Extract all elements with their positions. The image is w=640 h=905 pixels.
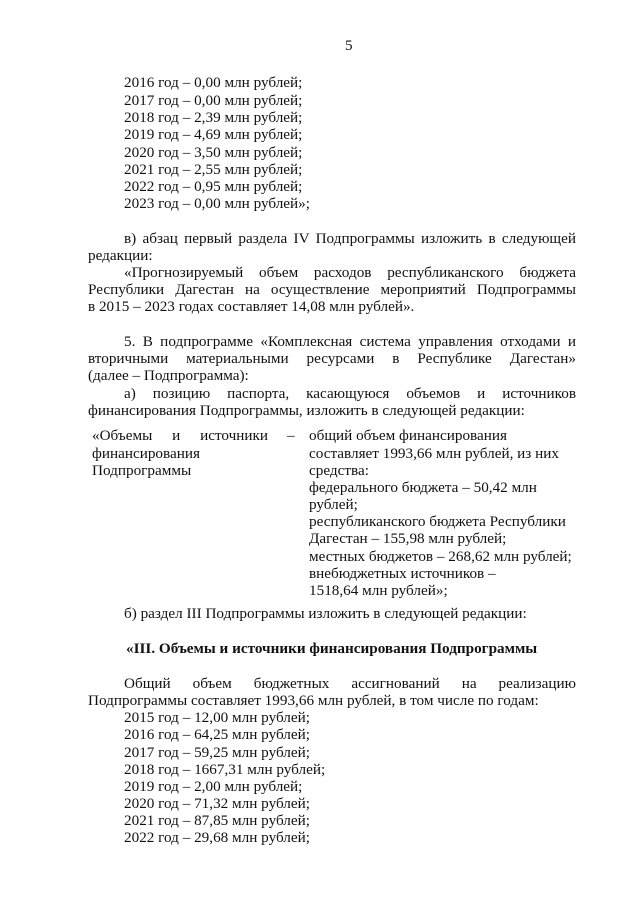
- year-line: 2018 год – 2,39 млн рублей;: [124, 109, 303, 126]
- year-line: 2019 год – 4,69 млн рублей;: [124, 126, 303, 143]
- total-line: Подпрограммы составляет 1993,66 млн рублей, в том числе по годам:: [88, 692, 539, 709]
- para-v-line: в 2015 – 2023 годах составляет 14,08 млн рублей».: [88, 298, 415, 315]
- para-v-line: «Прогнозируемый объем расходов республиканского бюджета: [124, 264, 576, 281]
- total-line: Общий объем бюджетных ассигнований на реализацию: [124, 675, 576, 692]
- para-b: б) раздел III Подпрограммы изложить в следующей редакции:: [124, 605, 527, 622]
- year-line: 2021 год – 87,85 млн рублей;: [124, 812, 310, 829]
- passport-right-line: рублей;: [309, 496, 358, 513]
- point5-line: 5. В подпрограмме «Комплексная система управления отходами и: [124, 333, 576, 350]
- year-line: 2018 год – 1667,31 млн рублей;: [124, 761, 326, 778]
- year-line: 2022 год – 0,95 млн рублей;: [124, 178, 303, 195]
- point5-line: (далее – Подпрограмма):: [88, 367, 249, 384]
- passport-right-line: внебюджетных источников –: [309, 565, 496, 582]
- point5-line: а) позицию паспорта, касающуюся объемов и источников: [124, 385, 576, 402]
- para-v-line: в) абзац первый раздела IV Подпрограммы изложить в следующей: [124, 230, 576, 247]
- para-v-line: Республики Дагестан на осуществление мероприятий Подпрограммы: [88, 281, 576, 298]
- passport-right-line: местных бюджетов – 268,62 млн рублей;: [309, 548, 572, 565]
- passport-left-line: Подпрограммы: [92, 462, 192, 479]
- year-line: 2015 год – 12,00 млн рублей;: [124, 709, 310, 726]
- passport-dash: –: [287, 427, 295, 444]
- passport-left-line1: [92, 427, 268, 445]
- year-line: 2017 год – 0,00 млн рублей;: [124, 92, 303, 109]
- year-line: 2016 год – 0,00 млн рублей;: [124, 74, 303, 91]
- para-v-line: редакции:: [88, 247, 153, 264]
- year-line: 2022 год – 29,68 млн рублей;: [124, 829, 310, 846]
- passport-left-line: финансирования: [92, 445, 200, 462]
- year-line: 2023 год – 0,00 млн рублей»;: [124, 195, 310, 212]
- year-line: 2016 год – 64,25 млн рублей;: [124, 726, 310, 743]
- year-line: 2017 год – 59,25 млн рублей;: [124, 744, 310, 761]
- passport-right-line: средства:: [309, 462, 369, 479]
- passport-right-line: составляет 1993,66 млн рублей, из них: [309, 445, 559, 462]
- passport-left-word: и: [172, 427, 181, 444]
- year-line: 2019 год – 2,00 млн рублей;: [124, 778, 303, 795]
- passport-right-line: Дагестан – 155,98 млн рублей;: [309, 530, 507, 547]
- passport-right-line: 1518,64 млн рублей»;: [309, 582, 448, 599]
- passport-right-line: федерального бюджета – 50,42 млн: [309, 479, 537, 496]
- year-line: 2021 год – 2,55 млн рублей;: [124, 161, 303, 178]
- year-line: 2020 год – 3,50 млн рублей;: [124, 144, 303, 161]
- section-heading: «III. Объемы и источники финансирования Подпрограммы: [126, 640, 538, 657]
- passport-left-word: источники: [200, 427, 268, 444]
- point5-line: финансирования Подпрограммы, изложить в следующей редакции:: [88, 402, 525, 419]
- point5-line: вторичными материальными ресурсами в Республике Дагестан»: [88, 350, 576, 367]
- passport-left-word: «Объемы: [92, 427, 153, 444]
- passport-right-line: общий объем финансирования: [309, 427, 507, 444]
- year-line: 2020 год – 71,32 млн рублей;: [124, 795, 310, 812]
- page-number: 5: [345, 37, 353, 54]
- passport-right-line: республиканского бюджета Республики: [309, 513, 566, 530]
